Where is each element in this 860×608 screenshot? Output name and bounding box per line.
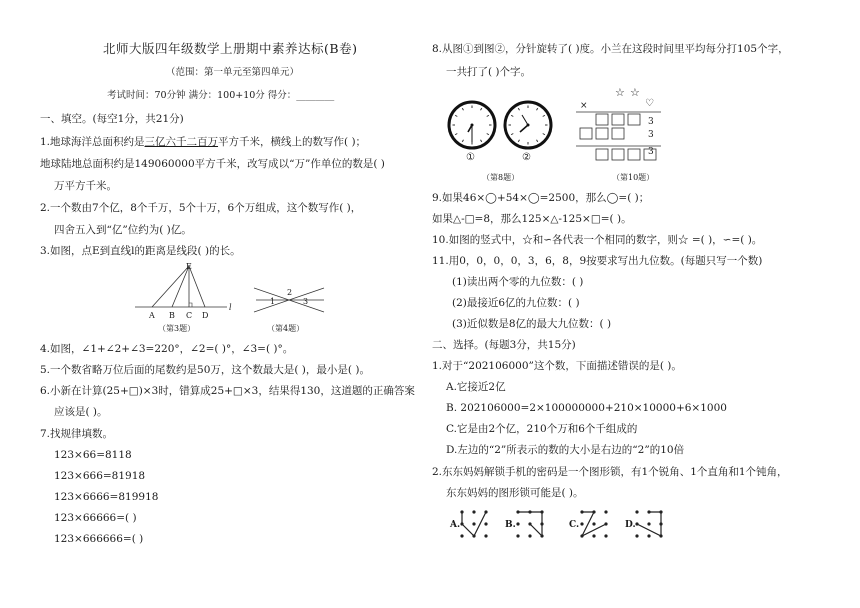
q1-line1 [40,136,366,149]
q7-heading: 7.找规律填数。 [40,428,114,440]
heart-symbol: ♡ [645,98,654,109]
lock-dot [647,510,650,513]
lock-dot [516,522,519,525]
fig10-digit-3: 3 [648,130,654,140]
exam-scope: （范围：第一单元至第四单元） [166,67,300,78]
lock-dot [528,534,531,537]
q1-line2: 地球陆地总面积约是149060000平方千米，改写成以“万”作单位的数是( ) [40,158,385,170]
fig3-caption: （第3题） [158,324,196,333]
fig3-label-D: D [202,311,209,320]
lock-dot [592,522,595,525]
q11-item: (3)近似数是8亿的最大九位数：( ) [452,318,612,330]
section1-heading: 一、填空。(每空1分，共21分) [40,113,184,125]
fig10-caption: （第10题） [612,173,655,182]
q8-line1: 8.从图①到图②，分针旋转了( )度。小兰在这段时间里平均每分打105个字， [432,43,789,55]
lock-dot [516,534,519,537]
q6-line1: 6.小新在计算(25+□)×3时，错算成25+□×3，结果得130，这道题的正确答案 [40,385,415,397]
q11-heading: 11.用0，0，0，0，3，6，8，9按要求写出九位数。(每题只写一个数) [432,255,763,267]
lock-option-b-label: B. [505,520,516,530]
star-symbol: ☆ [630,86,640,99]
lock-dot [540,510,543,513]
lock-dot [528,522,531,525]
s2q2-line2: 东东妈妈的图形锁可能是( )。 [446,487,584,499]
lock-dot [659,522,662,525]
lock-dot [659,534,662,537]
q1-line3: 万平方千米。 [54,180,117,192]
lock-dot [460,510,463,513]
lock-dot [460,534,463,537]
section2-heading: 二、选择。(每题3分，共15分) [432,339,576,351]
clock-face-2 [505,102,551,148]
lock-dot [484,522,487,525]
fig3-label-C: C [186,311,193,320]
lock-dot [472,510,475,513]
fig4-angle-2: 2 [287,288,293,297]
q2-line2: 四舍五入到“亿”位约为( )亿。 [54,224,192,236]
q11-item: (2)最接近6亿的九位数：( ) [452,297,580,309]
lock-dot [472,534,475,537]
q3-text: 3.如图，点E到直线l的距离是线段( )的长。 [40,245,241,257]
q7-row: 123×666666=( ) [54,533,144,545]
clock-face-1 [449,102,495,148]
lock-dot [540,534,543,537]
lock-dot [528,510,531,513]
q7-row: 123×66=8118 [54,449,132,461]
lock-dot [604,522,607,525]
s2q1-option-a: A.它接近2亿 [446,381,506,393]
q8-line2: 一共打了( )个字。 [446,66,532,78]
clock-1-label: ① [466,152,475,163]
lock-dot [472,522,475,525]
lock-dot [635,522,638,525]
lock-dot [460,522,463,525]
lock-option-c-label: C. [569,520,580,530]
s2q1-stem: 1.对于“202106000”这个数，下面描述错误的是( )。 [432,360,682,372]
q7-row: 123×66666=( ) [54,512,137,524]
page-title: 北师大版四年级数学上册期中素养达标(B卷) [103,41,358,56]
figure-4-diagram [254,286,334,316]
lock-dot [635,534,638,537]
q1-text-a: 1.地球海洋总面积约是 [40,136,145,148]
lock-dot [647,534,650,537]
fig3-label-B: B [169,311,175,320]
q2-line1: 2.一个数由7个亿，8个千万，5个十万，6个万组成，这个数写作( )， [40,202,362,214]
q7-row: 123×6666=819918 [54,491,159,503]
lock-dot [604,510,607,513]
fig10-digit-3: 3 [648,147,654,157]
s2q1-option-c: C.它是由2个亿，210个万和6个千组成的 [446,423,638,435]
lock-option-a-label: A. [450,520,461,530]
lock-dot [659,510,662,513]
exam-info: 考试时间：70分钟 满分：100+10分 得分：________ [107,90,335,101]
lock-pattern-c [582,510,612,540]
fig4-caption: （第4题） [267,324,305,333]
q4-text: 4.如图，∠1+∠2+∠3=220°，∠2=( )°，∠3=( )°。 [40,343,294,355]
lock-dot [604,534,607,537]
fig10-digit-3: 3 [648,117,654,127]
q10-text: 10.如图的竖式中，☆和∽各代表一个相同的数字，则☆ =( )，∽=( )。 [432,234,763,246]
fig8-caption: （第8题） [482,173,520,182]
fig4-angle-3: 3 [303,297,309,306]
q6-line2: 应该是( )。 [54,406,108,418]
figure-10-vertical-calc [576,94,676,169]
lock-option-d-label: D. [625,520,636,530]
q1-underlined-number: 三亿六千二百万 [144,136,219,148]
lock-dot [647,522,650,525]
fig4-angle-1: 1 [270,297,276,306]
lock-dot [580,510,583,513]
lock-dot [592,534,595,537]
s2q1-option-d: D.左边的“2”所表示的数的大小是右边的“2”的10倍 [446,444,685,456]
fig3-label-l: l [229,303,232,312]
q9-line1: 9.如果46×◯+54×◯=2500，那么◯=( )； [432,192,650,204]
lock-pattern-a [462,510,492,540]
figure-8-clocks [448,100,558,152]
q9-line2: 如果△-□=8，那么125×△-125×□=( )。 [432,213,632,225]
lock-dot [484,510,487,513]
fig3-label-E: E [186,262,192,271]
lock-dot [540,522,543,525]
q1-text-b: 平方千米，横线上的数写作( )； [218,136,367,148]
q11-item: (1)读出两个零的九位数：( ) [452,276,584,288]
fig3-label-A: A [149,311,155,320]
lock-dot [516,510,519,513]
lock-dot [580,534,583,537]
lock-pattern-d [637,510,667,540]
lock-dot [635,510,638,513]
s2q1-option-b: B. 202106000=2×100000000+210×10000+6×1000 [446,402,727,414]
s2q2-line1: 2.东东妈妈解锁手机的密码是一个图形锁，有1个锐角、1个直角和1个钝角， [432,466,788,478]
q5-text: 5.一个数省略万位后面的尾数约是50万，这个数最大是( )，最小是( )。 [40,364,370,376]
clock-2-label: ② [522,152,531,163]
lock-dot [484,534,487,537]
lock-dot [580,522,583,525]
times-symbol: × [580,101,588,111]
star-symbol: ☆ [615,86,625,99]
q7-row: 123×666=81918 [54,470,146,482]
lock-dot [592,510,595,513]
lock-pattern-b [518,510,548,540]
